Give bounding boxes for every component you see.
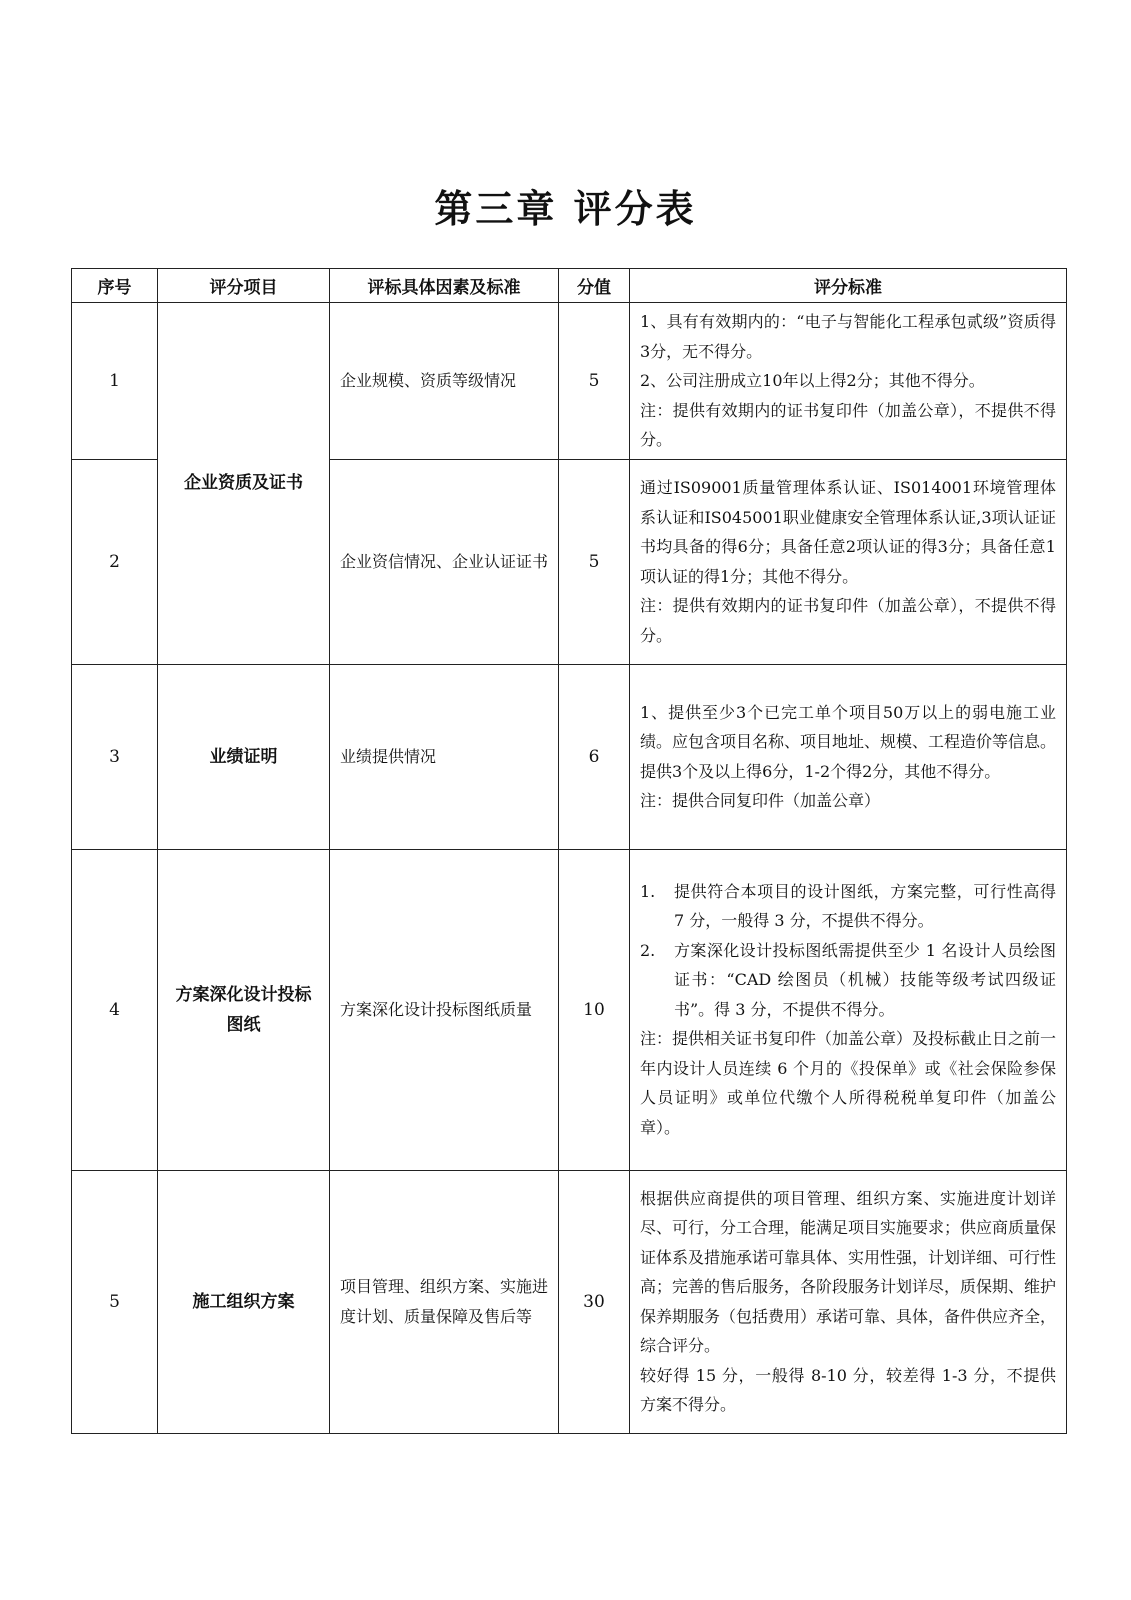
row-item: 业绩证明 — [158, 664, 330, 849]
page-title: 第三章 评分表 — [434, 186, 697, 231]
criteria-list-text: 提供符合本项目的设计图纸，方案完整，可行性高得 7 分，一般得 3 分，不提供不得分。 — [674, 881, 1056, 931]
criteria-list-number: 1. — [640, 881, 656, 901]
header-score: 分值 — [559, 269, 630, 303]
row-seq: 5 — [72, 1170, 158, 1433]
header-seq: 序号 — [72, 269, 158, 303]
table-row — [72, 849, 1067, 1170]
header-factor: 评标具体因素及标准 — [330, 269, 559, 303]
row-criteria — [630, 1170, 1067, 1433]
row-score: 6 — [559, 664, 630, 849]
table-row — [72, 303, 1067, 460]
criteria-list-text: 方案深化设计投标图纸需提供至少 1 名设计人员绘图证书：“CAD 绘图员（机械）技能等级考试四级证书”。得 3 分，不提供不得分。 — [674, 940, 1056, 1019]
header-item: 评分项目 — [158, 269, 330, 303]
criteria-line: 1、具有有效期内的：“电子与智能化工程承包贰级”资质得3分，无不得分。 — [640, 312, 1056, 361]
criteria-list-number: 2. — [640, 940, 656, 960]
row-criteria — [630, 664, 1067, 849]
criteria-line: 通过IS09001质量管理体系认证、IS014001环境管理体系认证和IS045001职业健康安全管理体系认证,3项认证证书均具备的得6分；具备任意2项认证的得3分；具备任意1项认证的得1分；其他不得分。 — [640, 478, 1056, 586]
row-item: 施工组织方案 — [158, 1170, 330, 1433]
row-seq: 3 — [72, 664, 158, 849]
row-score: 10 — [559, 849, 630, 1170]
header-criteria: 评分标准 — [630, 269, 1067, 303]
row-item-merged: 企业资质及证书 — [158, 303, 330, 665]
criteria-line: 较好得 15 分，一般得 8-10 分，较差得 1-3 分，不提供方案不得分。 — [640, 1365, 1056, 1414]
scoring-table — [71, 268, 1067, 1434]
criteria-list-item — [640, 877, 1056, 936]
row-score: 5 — [559, 459, 630, 664]
row-seq: 1 — [72, 303, 158, 460]
criteria-line: 注：提供有效期内的证书复印件（加盖公章），不提供不得分。 — [640, 400, 1056, 449]
row-seq: 2 — [72, 459, 158, 664]
row-item: 方案深化设计投标图纸 — [158, 849, 330, 1170]
row-criteria — [630, 459, 1067, 664]
criteria-line: 根据供应商提供的项目管理、组织方案、实施进度计划详尽、可行，分工合理，能满足项目实施要求；供应商质量保证体系及措施承诺可靠具体、实用性强，计划详细、可行性高；完善的售后服务，各阶段服务计划详尽，质保期、维护保养期服务（包括费用）承诺可靠、具体，备件供应齐全，综合评分。 — [640, 1188, 1057, 1355]
row-factor: 方案深化设计投标图纸质量 — [330, 849, 559, 1170]
criteria-list-item — [640, 936, 1056, 1025]
criteria-line: 注：提供合同复印件（加盖公章） — [640, 791, 881, 810]
row-score: 30 — [559, 1170, 630, 1433]
table-row — [72, 664, 1067, 849]
row-factor: 项目管理、组织方案、实施进度计划、质量保障及售后等 — [330, 1170, 559, 1433]
row-seq: 4 — [72, 849, 158, 1170]
row-factor: 企业规模、资质等级情况 — [330, 303, 559, 460]
criteria-line: 注：提供有效期内的证书复印件（加盖公章），不提供不得分。 — [640, 596, 1056, 645]
criteria-line: 1、提供至少3个已完工单个项目50万以上的弱电施工业绩。应包含项目名称、项目地址、规模、工程造价等信息。提供3个及以上得6分，1-2个得2分，其他不得分。 — [640, 702, 1057, 781]
table-header-row — [72, 269, 1067, 303]
row-score: 5 — [559, 303, 630, 460]
table-row — [72, 1170, 1067, 1433]
row-factor: 业绩提供情况 — [330, 664, 559, 849]
row-criteria — [630, 303, 1067, 460]
criteria-note: 注：提供相关证书复印件（加盖公章）及投标截止日之前一年内设计人员连续 6 个月的《投保单》或《社会保险参保人员证明》或单位代缴个人所得税税单复印件（加盖公章）。 — [640, 1029, 1057, 1137]
row-factor: 企业资信情况、企业认证证书 — [330, 459, 559, 664]
row-criteria — [630, 849, 1067, 1170]
criteria-line: 2、公司注册成立10年以上得2分；其他不得分。 — [640, 371, 985, 390]
